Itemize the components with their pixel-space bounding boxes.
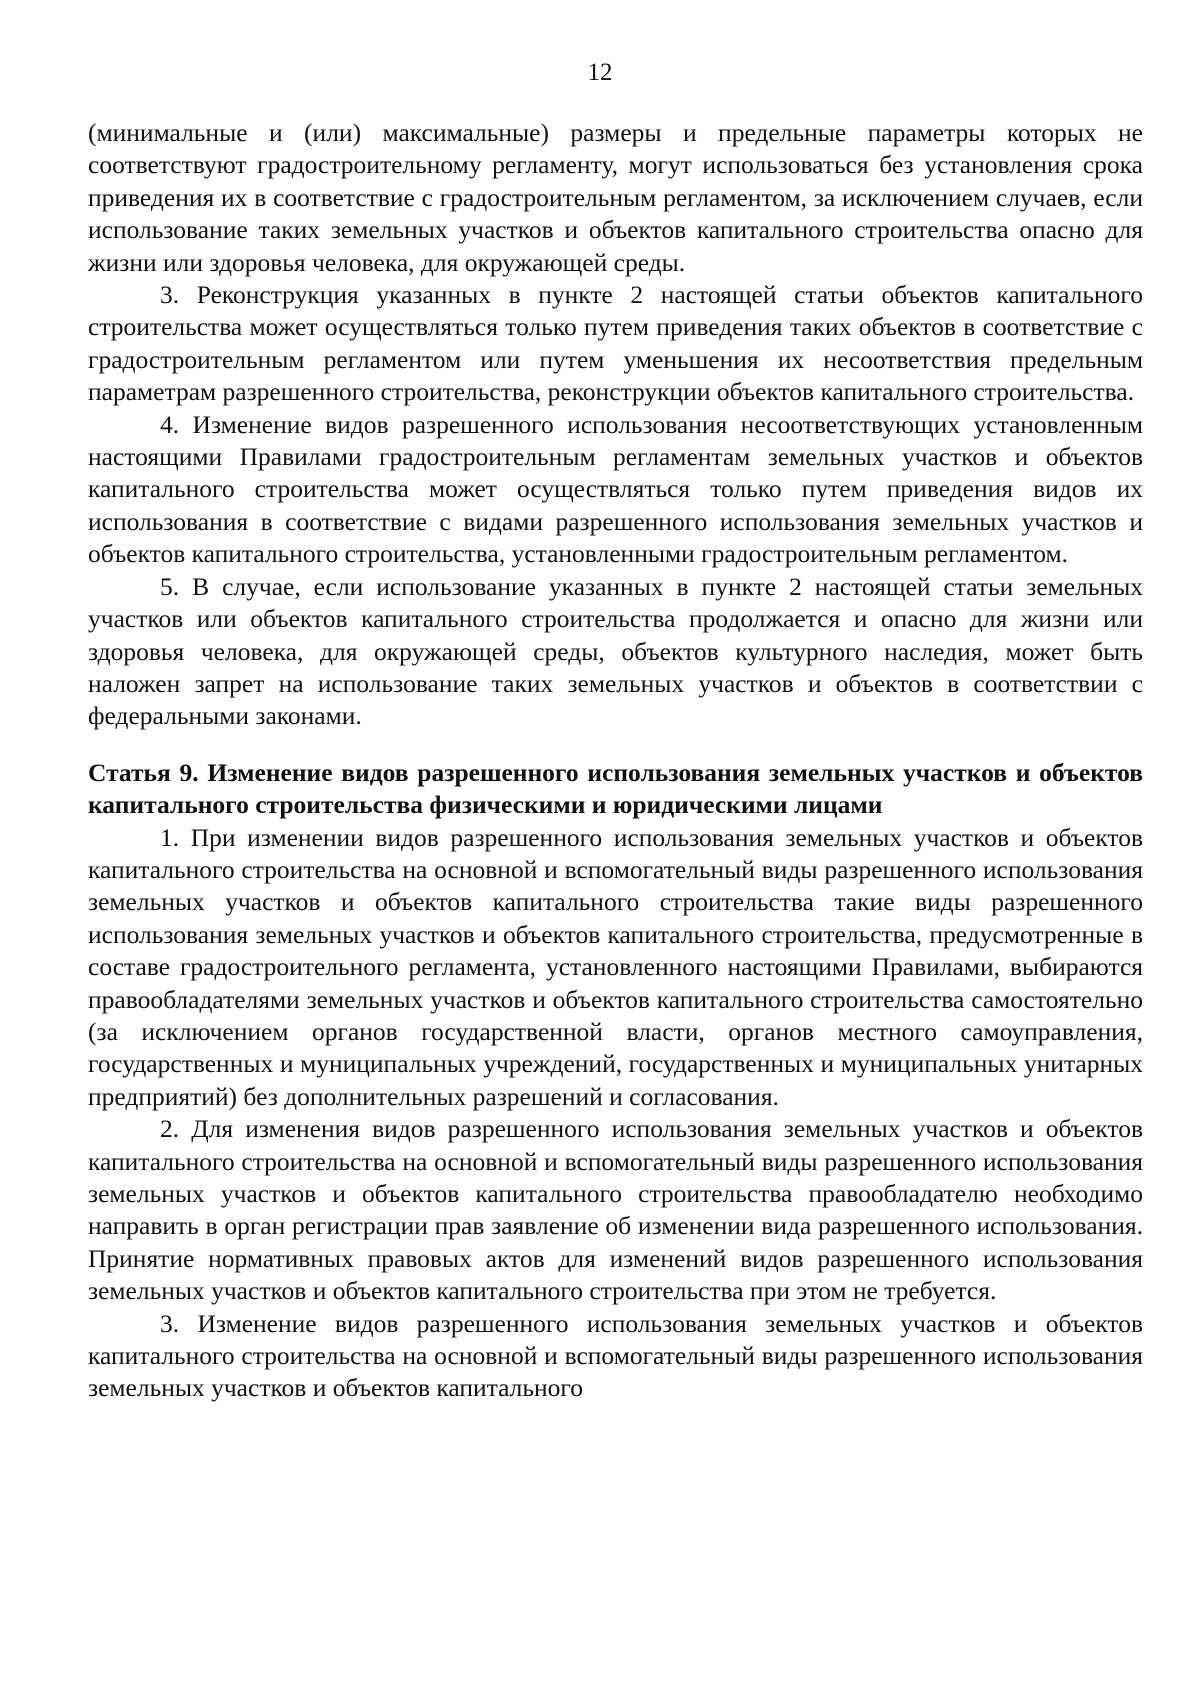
paragraph-3: 3. Реконструкция указанных в пункте 2 настоящей статьи объектов капитального строительства может осуществляться только путем приведения таких объектов в соответствие с градостроительным регламентом или путем уменьшения их несоответствия предельным параметрам разрешенного строительства, реконструкции объектов капитального строительства. — [88, 280, 1143, 407]
page-number: 12 — [587, 59, 613, 86]
document-body — [88, 117, 1143, 1405]
article-9-paragraph-3: 3. Изменение видов разрешенного использования земельных участков и объектов капитального строительства на основной и вспомогательный виды разрешенного использования земельных участков и объектов капитального — [88, 1308, 1143, 1403]
article-9-paragraph-2: 2. Для изменения видов разрешенного использования земельных участков и объектов капитального строительства на основной и вспомогательный виды разрешенного использования земельных участков и объектов капитального строительства правообладателю необходимо направить в орган регистрации прав заявление об изменении вида разрешенного использования. Принятие нормативных правовых актов для изменений видов разрешенного использования земельных участков и объектов капитального строительства при этом не требуется. — [88, 1114, 1143, 1306]
paragraph-continuation: (минимальные и (или) максимальные) размеры и предельные параметры которых не соответствуют градостроительному регламенту, могут использоваться без установления срока приведения их в соответствие с градостроительным регламентом, за исключением случаев, если использование таких земельных участков и объектов капитального строительства опасно для жизни или здоровья человека, для окружающей среды. — [88, 118, 1143, 277]
paragraph-4: 4. Изменение видов разрешенного использования несоответствующих установленным настоящими Правилами градостроительным регламентам земельных участков и объектов капитального строительства может осуществляться только путем приведения видов их использования в соответствие с видами разрешенного использования земельных участков и объектов капитального строительства, установленными градостроительным регламентом. — [88, 409, 1143, 569]
article-9-heading: Статья 9. Изменение видов разрешенного использования земельных участков и объектов капитального строительства физическими и юридическими лицами — [88, 757, 1143, 820]
paragraph-5: 5. В случае, если использование указанных в пункте 2 настоящей статьи земельных участков или объектов капитального строительства продолжается и опасно для жизни или здоровья человека, для окружающей среды, объектов культурного наследия, может быть наложен запрет на использование таких земельных участков и объектов в соответствии с федеральными законами. — [88, 571, 1143, 731]
article-9-paragraph-1: 1. При изменении видов разрешенного использования земельных участков и объектов капитального строительства на основной и вспомогательный виды разрешенного использования земельных участков и объектов капитального строительства такие виды разрешенного использования земельных участков и объектов капитального строительства, предусмотренные в составе градостроительного регламента, установленного настоящими Правилами, выбираются правообладателями земельных участков и объектов капитального строительства самостоятельно (за исключением органов государственной власти, органов местного самоуправления, государственных и муниципальных учреждений, государственных и муниципальных унитарных предприятий) без дополнительных разрешений и согласования. — [88, 822, 1143, 1111]
